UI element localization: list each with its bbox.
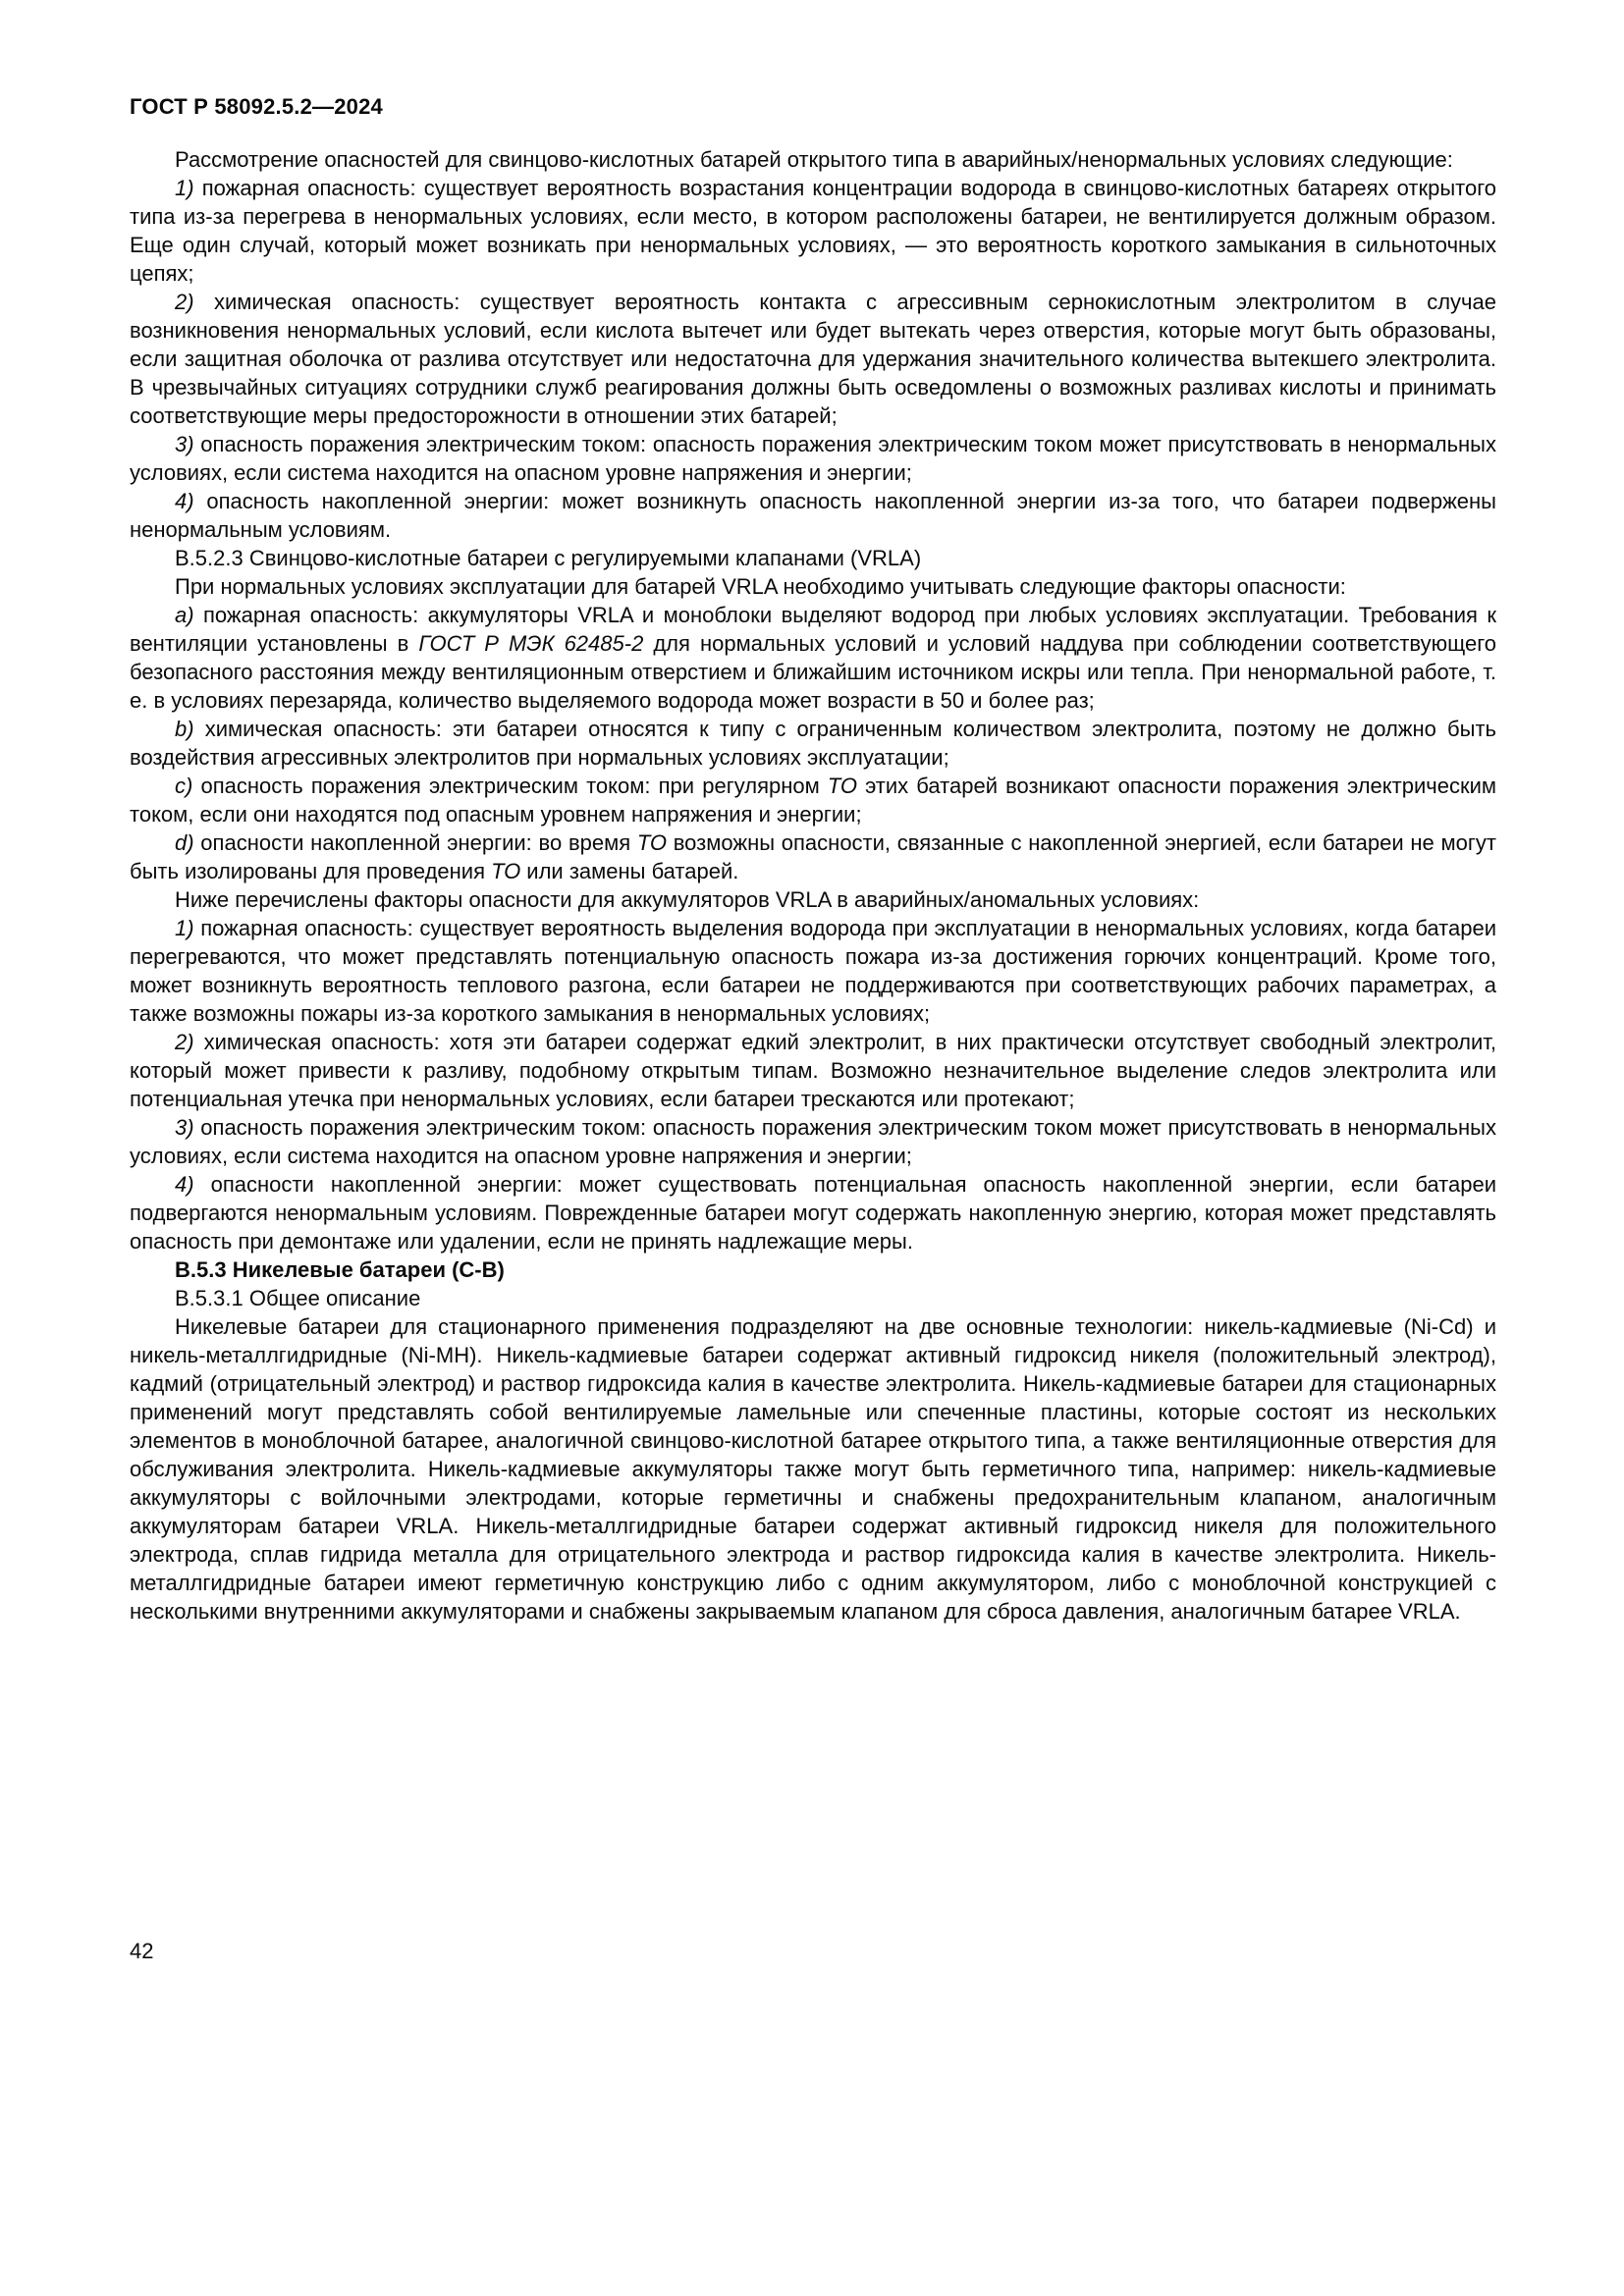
paragraph-segment-italic: c) <box>175 774 193 798</box>
page-footer <box>130 1939 153 1964</box>
paragraph <box>130 487 1496 544</box>
paragraph-segment: опасность поражения электрическим током: при регулярном <box>192 774 828 798</box>
paragraph-segment-italic: ТО <box>491 859 521 883</box>
paragraph <box>130 1312 1496 1626</box>
paragraph <box>130 914 1496 1028</box>
paragraph-segment: При нормальных условиях эксплуатации для батарей VRLA необходимо учитывать следующие факторы опасности: <box>175 574 1346 599</box>
paragraph-segment-italic: ГОСТ Р МЭК 62485-2 <box>418 631 644 656</box>
paragraph <box>130 145 1496 174</box>
document-body <box>130 145 1496 1626</box>
paragraph <box>130 430 1496 487</box>
paragraph-segment-italic: 3) <box>175 1115 194 1140</box>
paragraph <box>130 1170 1496 1255</box>
paragraph <box>130 1113 1496 1170</box>
paragraph <box>130 828 1496 885</box>
paragraph <box>130 572 1496 601</box>
paragraph-segment: химическая опасность: существует вероятность контакта с агрессивным сернокислотным электролитом в случае возникновения ненормальных условий, если кислота вытечет или будет вытекать через отверстия, которые могут быть образованы, если защитная оболочка от разлива отсутствует или недостаточна для удержания значительного количества вытекшего электролита. В чрезвычайных ситуациях сотрудники служб реагирования должны быть осведомлены о возможных разливах кислоты и принимать соответствующие меры предосторожности в отношении этих батарей; <box>130 290 1496 428</box>
paragraph-segment: химическая опасность: эти батареи относятся к типу с ограниченным количеством электролита, поэтому не должно быть воздействия агрессивных электролитов при нормальных условиях эксплуатации; <box>130 717 1496 770</box>
paragraph-segment: химическая опасность: хотя эти батареи содержат едкий электролит, в них практически отсутствует свободный электролит, который может привести к разливу, подобному открытым типам. Возможно незначительное выделение следов электролита или потенциальная утечка при ненормальных условиях, если батареи трескаются или протекают; <box>130 1030 1496 1111</box>
paragraph-segment: или замены батарей. <box>520 859 739 883</box>
paragraph-segment-italic: 4) <box>175 489 194 513</box>
paragraph <box>130 1284 1496 1312</box>
page-number: 42 <box>130 1939 154 1963</box>
paragraph-segment: В.5.2.3 Свинцово-кислотные батареи с регулируемыми клапанами (VRLA) <box>175 546 922 570</box>
document-header <box>130 94 383 120</box>
paragraph-segment-italic: ТО <box>636 830 667 855</box>
paragraph-segment: В.5.3.1 Общее описание <box>175 1286 421 1310</box>
standard-number: ГОСТ Р 58092.5.2—2024 <box>130 94 383 119</box>
paragraph-segment: для нормальных условий и условий наддува при соблюдении соответствующего безопасного расстояния между вентиляционным отверстием и ближайшим источником искры или тепла. При ненормальной работе, т. е. в условиях перезаряда, количество выделяемого водорода может возрасти в 50 и более раз; <box>130 631 1496 713</box>
paragraph <box>130 715 1496 772</box>
paragraph-segment: опасность поражения электрическим током: опасность поражения электрическим током может присутствовать в ненормальных условиях, если система находится на опасном уровне напряжения и энергии; <box>130 432 1496 485</box>
paragraph-segment-italic: d) <box>175 830 194 855</box>
paragraph-segment-italic: 1) <box>175 176 194 200</box>
paragraph-segment-italic: 2) <box>175 290 194 314</box>
paragraph-segment: опасность накопленной энергии: может возникнуть опасность накопленной энергии из-за того, что батареи подвержены ненормальным условиям. <box>130 489 1496 542</box>
paragraph <box>130 601 1496 715</box>
paragraph-segment: возможны опасности, связанные с накопленной энергией, если батареи не могут быть изолированы для проведения <box>130 830 1496 883</box>
paragraph-segment: опасность поражения электрическим током: опасность поражения электрическим током может присутствовать в ненормальных условиях, если система находится на опасном уровне напряжения и энергии; <box>130 1115 1496 1168</box>
paragraph <box>130 544 1496 572</box>
paragraph-segment-italic: 1) <box>175 916 194 940</box>
paragraph <box>130 772 1496 828</box>
paragraph-segment-italic: 2) <box>175 1030 194 1054</box>
paragraph-segment: пожарная опасность: существует вероятность возрастания концентрации водорода в свинцово-кислотных батареях открытого типа из-за перегрева в ненормальных условиях, если место, в котором расположены батареи, не вентилируется должным образом. Еще один случай, который может возникать при ненормальных условиях, — это вероятность короткого замыкания в сильноточных цепях; <box>130 176 1496 286</box>
paragraph-segment-italic: a) <box>175 603 194 627</box>
paragraph-segment: опасности накопленной энергии: во время <box>193 830 637 855</box>
paragraph <box>130 1028 1496 1113</box>
paragraph-segment-italic: ТО <box>827 774 857 798</box>
paragraph <box>130 288 1496 430</box>
paragraph-segment: пожарная опасность: аккумуляторы VRLA и моноблоки выделяют водород при любых условиях эксплуатации. Требования к вентиляции установлены в <box>130 603 1496 656</box>
paragraph <box>130 174 1496 288</box>
paragraph <box>130 1255 1496 1284</box>
paragraph-segment: Рассмотрение опасностей для свинцово-кислотных батарей открытого типа в аварийных/ненормальных условиях следующие: <box>175 147 1453 172</box>
paragraph-segment: В.5.3 Никелевые батареи (С-В) <box>175 1257 505 1282</box>
paragraph-segment: Никелевые батареи для стационарного применения подразделяют на две основные технологии: никель-кадмиевые (Ni-Cd) и никель-металлгидридные (Ni-MH). Никель-кадмиевые батареи содержат активный гидроксид никеля (положительный электрод), кадмий (отрицательный электрод) и раствор гидроксида калия в качестве электролита. Никель-кадмиевые батареи для стационарных применений могут представлять собой вентилируемые ламельные или спеченные пластины, которые состоят из нескольких элементов в моноблочной батарее, аналогичной свинцово-кислотной батарее открытого типа, а также вентиляционные отверстия для обслуживания электролита. Никель-кадмиевые аккумуляторы также могут быть герметичного типа, например: никель-кадмиевые аккумуляторы с войлочными электродами, которые герметичны и снабжены предохранительным клапаном, аналогичным аккумуляторам батареи VRLA. Никель-металлгидридные батареи содержат активный гидроксид никеля для положительного электрода, сплав гидрида металла для отрицательного электрода и раствор гидроксида калия в качестве электролита. Никель-металлгидридные батареи имеют герметичную конструкцию либо с одним аккумулятором, либо с моноблочной конструкцией с несколькими внутренними аккумуляторами и снабжены закрываемым клапаном для сброса давления, аналогичным батарее VRLA. <box>130 1314 1496 1624</box>
paragraph-segment-italic: 4) <box>175 1172 194 1197</box>
paragraph-segment-italic: 3) <box>175 432 194 456</box>
paragraph-segment: Ниже перечислены факторы опасности для аккумуляторов VRLA в аварийных/аномальных условиях: <box>175 887 1200 912</box>
paragraph-segment: пожарная опасность: существует вероятность выделения водорода при эксплуатации в ненормальных условиях, когда батареи перегреваются, что может представлять потенциальную опасность пожара из-за достижения горючих концентраций. Кроме того, может возникнуть вероятность теплового разгона, если батареи не поддерживаются при соответствующих рабочих параметрах, а также возможны пожары из-за короткого замыкания в ненормальных условиях; <box>130 916 1496 1026</box>
paragraph-segment: опасности накопленной энергии: может существовать потенциальная опасность накопленной энергии, если батареи подвергаются ненормальным условиям. Поврежденные батареи могут содержать накопленную энергию, которая может представлять опасность при демонтаже или удалении, если не принять надлежащие меры. <box>130 1172 1496 1254</box>
paragraph-segment: этих батарей возникают опасности поражения электрическим током, если они находятся под опасным уровнем напряжения и энергии; <box>130 774 1496 827</box>
paragraph <box>130 885 1496 914</box>
paragraph-segment-italic: b) <box>175 717 194 741</box>
